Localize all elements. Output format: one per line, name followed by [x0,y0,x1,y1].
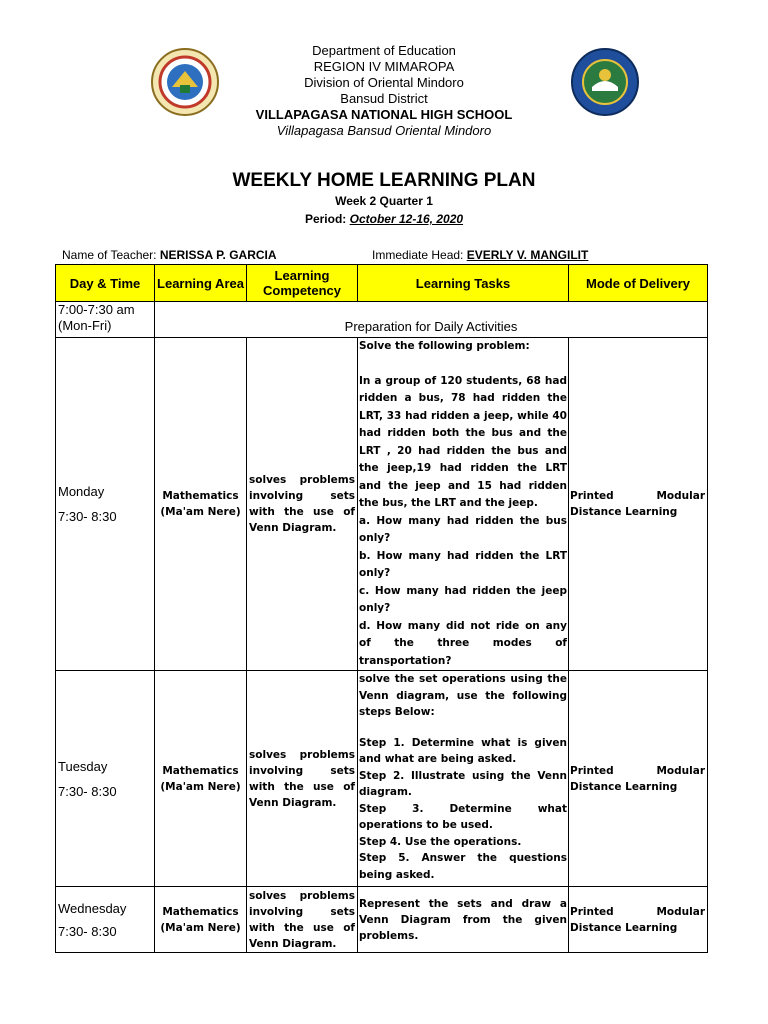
department-name: Department of Education [312,43,456,58]
learning-area-cell [155,887,247,953]
header-day-time: Day & Time [56,265,155,302]
head-label: Immediate Head: [372,248,464,262]
district-name: Bansud District [340,91,428,106]
learning-area-teacher: (Ma'am Nere) [160,506,241,518]
learning-competency-cell: solves problems involving sets with the use of Venn Diagram. [247,887,358,953]
task-line: Step 1. Determine what is given and what are being asked. [359,736,567,765]
day-cell [56,671,155,887]
teacher-name: NERISSA P. GARCIA [159,248,277,262]
task-line: Step 2. Illustrate using the Venn diagram. [359,769,567,798]
day-name: Monday [58,484,105,499]
learning-plan-table [55,264,708,953]
learning-area-cell [155,671,247,887]
teacher-line [62,248,277,262]
day-cell [56,887,155,953]
header-mode-of-delivery: Mode of Delivery [569,265,708,302]
division-name: Division of Oriental Mindoro [304,75,464,90]
day-time: 7:30- 8:30 [58,783,117,799]
period [0,212,768,226]
task-line: Step 4. Use the operations. [359,835,522,848]
learning-area-teacher: (Ma'am Nere) [160,921,241,934]
day-name: Wednesday [58,900,127,916]
learning-competency-cell: solves problems involving sets with the use of Venn Diagram. [247,338,358,671]
task-line: d. How many did not ride on any of the three modes of transportation? [359,619,567,667]
task-line: c. How many had ridden the jeep only? [359,584,567,614]
task-line: In a group of 120 students, 68 had ridden a bus, 78 had ridden the LRT, 33 had ridden a jeep, while 40 had ridden both the bus and the LRT , 20 had ridden the bus and the jeep,19 had ridden the LRT and the jeep and 15 had ridden the bus, the LRT and the jeep. [359,374,567,509]
learning-area-teacher: (Ma'am Nere) [160,780,241,793]
learning-area-subject: Mathematics [162,764,239,777]
page-title: WEEKLY HOME LEARNING PLAN [232,170,536,191]
prep-time: 7:00-7:30 am [58,302,135,317]
mode-of-delivery-cell: Printed Modular Distance Learning [569,338,708,671]
learning-competency-cell: solves problems involving sets with the use of Venn Diagram. [247,671,358,887]
task-line: solve the set operations using the Venn diagram, use the following steps Below: [359,673,567,718]
table-row [56,887,708,953]
task-line: Represent the sets and draw a Venn Diagram from the given problems. [359,897,567,942]
task-line: Solve the following problem: [359,340,530,352]
period-date: October 12-16, 2020 [349,212,464,226]
learning-tasks-cell [358,671,569,887]
head-name: EVERLY V. MANGILIT [466,248,589,262]
table-row [56,671,708,887]
task-line: Step 3. Determine what operations to be used. [359,802,567,831]
school-address: Villapagasa Bansud Oriental Mindoro [276,123,492,138]
day-name: Tuesday [58,758,108,774]
task-line: Step 5. Answer the questions being asked. [359,852,567,881]
header-learning-tasks: Learning Tasks [358,265,569,302]
document-header [0,43,768,139]
head-line [372,248,588,262]
mode-of-delivery-cell: Printed Modular Distance Learning [569,887,708,953]
learning-area-cell [155,338,247,671]
prep-text: Preparation for Daily Activities [155,302,708,338]
mode-of-delivery-cell: Printed Modular Distance Learning [569,671,708,887]
table-row [56,338,708,671]
region-name: REGION IV MIMAROPA [313,59,455,74]
teacher-label: Name of Teacher: [62,248,157,262]
task-line: a. How many had ridden the bus only? [359,514,567,544]
table-header-row [56,265,708,302]
period-label: Period: [304,212,347,226]
learning-area-subject: Mathematics [162,490,239,502]
day-time: 7:30- 8:30 [58,509,117,524]
learning-tasks-cell [358,338,569,671]
task-line: b. How many had ridden the LRT only? [359,549,567,579]
learning-tasks-cell [358,887,569,953]
week-quarter: Week 2 Quarter 1 [335,194,433,208]
header-learning-area: Learning Area [155,265,247,302]
table-row-preparation [56,302,708,338]
learning-area-subject: Mathematics [162,905,239,918]
day-time: 7:30- 8:30 [58,923,117,939]
prep-time-cell [56,302,155,338]
header-learning-competency: Learning Competency [247,265,358,302]
prep-days: (Mon-Fri) [58,318,112,333]
school-name: VILLAPAGASA NATIONAL HIGH SCHOOL [255,107,513,122]
day-cell [56,338,155,671]
